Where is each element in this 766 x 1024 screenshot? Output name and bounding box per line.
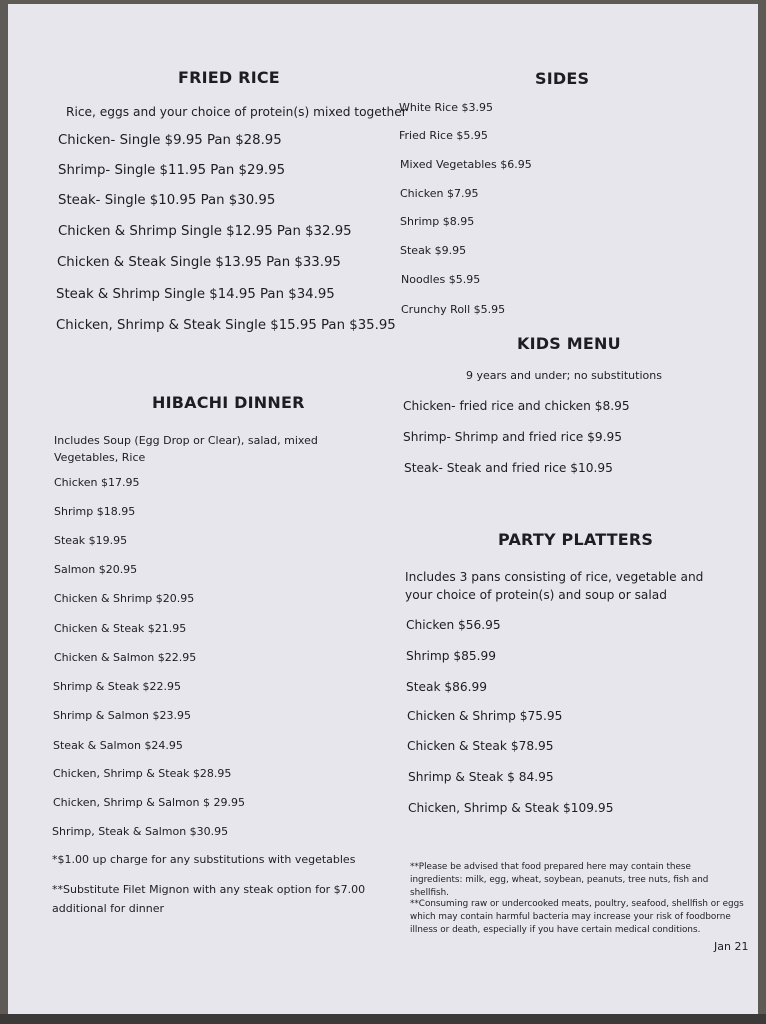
list-item: Chicken & Steak $21.95 [54,622,187,635]
list-item: Steak & Salmon $24.95 [53,739,183,752]
party-platters-description: Includes 3 pans consisting of rice, vegetable and your choice of protein(s) and soup or salad [405,570,704,602]
list-item: Chicken- Single $9.95 Pan $28.95 [58,133,282,148]
kids-menu-description: 9 years and under; no substitutions [466,369,662,382]
list-item: Shrimp & Salmon $23.95 [53,709,191,722]
raw-food-disclaimer: **Consuming raw or undercooked meats, poultry, seafood, shellfish or eggs which may contain harmful bacteria may increase your risk of foodborne illness or death, especially if you have certain medical conditions. [410,899,744,935]
sides-title: SIDES [535,69,590,88]
list-item: Shrimp $8.95 [400,215,475,228]
list-item: Steak $9.95 [400,244,467,257]
list-item: Steak- Single $10.95 Pan $30.95 [58,193,276,208]
list-item: Chicken, Shrimp & Salmon $ 29.95 [53,796,245,809]
list-item: Shrimp- Single $11.95 Pan $29.95 [58,163,286,178]
list-item: Mixed Vegetables $6.95 [400,158,532,171]
list-item: Chicken & Shrimp $20.95 [54,592,195,605]
list-item: Chicken, Shrimp & Steak $109.95 [408,801,614,815]
list-item: Noodles $5.95 [401,273,481,286]
list-item: Chicken & Salmon $22.95 [54,651,197,664]
list-item: Chicken & Shrimp Single $12.95 Pan $32.95 [58,224,352,239]
filet-mignon-note: **Substitute Filet Mignon with any steak option for $7.00 additional for dinner [52,883,366,915]
list-item: Fried Rice $5.95 [399,129,488,142]
fried-rice-description: Rice, eggs and your choice of protein(s) mixed together [66,105,407,119]
list-item: Steak & Shrimp Single $14.95 Pan $34.95 [56,287,335,302]
list-item: Shrimp $18.95 [54,505,136,518]
list-item: Shrimp- Shrimp and fried rice $9.95 [403,430,623,444]
list-item: Steak $19.95 [54,534,128,547]
list-item: Crunchy Roll $5.95 [401,303,506,316]
party-platters-title: PARTY PLATTERS [498,530,654,549]
table-surface [0,1014,766,1024]
list-item: Chicken- fried rice and chicken $8.95 [403,399,630,413]
kids-menu-title: KIDS MENU [517,334,621,353]
list-item: Chicken & Shrimp $75.95 [407,709,563,723]
list-item: Salmon $20.95 [54,563,138,576]
list-item: Chicken, Shrimp & Steak $28.95 [53,767,232,780]
list-item: Shrimp, Steak & Salmon $30.95 [52,825,229,838]
list-item: Chicken $7.95 [400,187,479,200]
list-item: Shrimp & Steak $22.95 [53,680,181,693]
substitution-note: *$1.00 up charge for any substitutions with vegetables [52,853,356,866]
hibachi-title: HIBACHI DINNER [152,393,305,412]
fried-rice-title: FRIED RICE [178,68,280,87]
list-item: Chicken $56.95 [406,618,501,632]
list-item: Shrimp $85.99 [406,649,496,663]
menu-page [8,4,758,1014]
list-item: Steak $86.99 [406,680,488,694]
allergen-disclaimer: **Please be advised that food prepared here may contain these ingredients: milk, egg, wheat, soybean, peanuts, tree nuts, fish and shellfish. [410,862,709,898]
list-item: Chicken, Shrimp & Steak Single $15.95 Pan $35.95 [56,318,396,333]
list-item: Shrimp & Steak $ 84.95 [408,770,554,784]
list-item: Chicken & Steak Single $13.95 Pan $33.95 [57,255,341,270]
hibachi-description: Includes Soup (Egg Drop or Clear), salad, mixed Vegetables, Rice [54,434,318,464]
list-item: Chicken & Steak $78.95 [407,739,554,753]
menu-date: Jan 21 [714,940,749,953]
list-item: White Rice $3.95 [399,101,493,114]
list-item: Chicken $17.95 [54,476,140,489]
list-item: Steak- Steak and fried rice $10.95 [404,461,613,475]
